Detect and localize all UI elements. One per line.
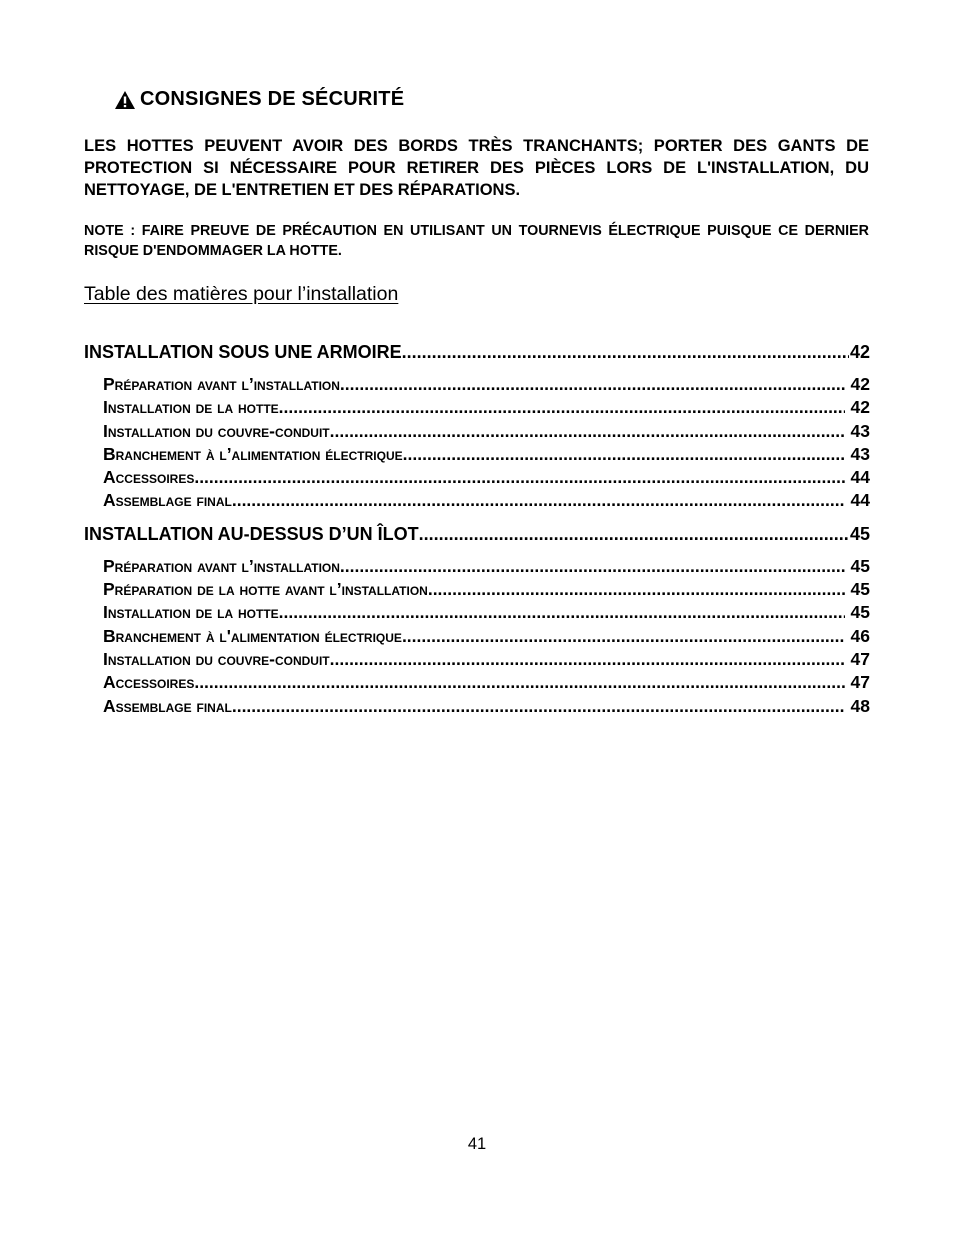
toc-leader-dots xyxy=(232,489,845,512)
toc-item-label: Installation de la hotte xyxy=(103,602,279,623)
toc-item[interactable] xyxy=(84,466,870,489)
warning-triangle-icon xyxy=(114,90,136,110)
toc-title: Table des matières pour l’installation xyxy=(84,283,399,305)
toc-item-label: Installation du couvre-conduit xyxy=(103,648,330,669)
toc-item-label: Préparation avant l’installation xyxy=(103,374,340,394)
toc-section-island[interactable] xyxy=(84,521,870,547)
toc-item-label: Assemblage final xyxy=(103,695,232,716)
toc-leader-dots xyxy=(194,671,844,694)
toc-page-number: 43 xyxy=(850,443,870,464)
toc-item[interactable] xyxy=(84,601,870,624)
toc-leader-dots xyxy=(428,578,845,601)
toc-page-number: 47 xyxy=(850,672,870,693)
toc-leader-dots xyxy=(232,695,845,718)
toc-item-label: Préparation de la hotte avant l’installation xyxy=(103,579,428,600)
toc-item-label: Préparation avant l’installation xyxy=(103,555,340,576)
toc-item[interactable] xyxy=(84,648,870,671)
toc-page-number: 44 xyxy=(850,490,870,511)
page-number: 41 xyxy=(467,1135,487,1153)
toc-spacer xyxy=(84,513,870,521)
toc-page-number: 45 xyxy=(850,579,870,600)
toc-item-label: Branchement à l'alimentation électrique xyxy=(103,625,402,646)
toc-item[interactable] xyxy=(84,373,870,396)
toc-leader-dots xyxy=(330,420,845,443)
toc-item[interactable] xyxy=(84,671,870,694)
toc-item[interactable] xyxy=(84,443,870,466)
toc-page-number: 47 xyxy=(850,648,870,669)
toc-section-under-cabinet[interactable] xyxy=(84,339,870,365)
toc-item[interactable] xyxy=(84,695,870,718)
table-of-contents xyxy=(84,339,870,718)
toc-page-number: 45 xyxy=(849,523,870,544)
safety-warning-paragraph: LES HOTTES PEUVENT AVOIR DES BORDS TRÈS TRANCHANTS; PORTER DES GANTS DE PROTECTION SI NÉCESSAIRE POUR RETIRER DES PIÈCES LORS DE L'INSTALLATION, DU NETTOYAGE, DE L'ENTRETIEN ET DES RÉPARATIONS. xyxy=(84,137,869,199)
toc-leader-dots xyxy=(330,648,845,671)
toc-page-number: 42 xyxy=(849,342,870,362)
toc-item[interactable] xyxy=(84,625,870,648)
safety-note-paragraph: NOTE : FAIRE PREUVE DE PRÉCAUTION EN UTILISANT UN TOURNEVIS ÉLECTRIQUE PUISQUE CE DERNIER RISQUE D'ENDOMMAGER LA HOTTE. xyxy=(84,223,869,259)
toc-section-label: INSTALLATION SOUS UNE ARMOIRE xyxy=(84,342,402,362)
toc-item[interactable] xyxy=(84,578,870,601)
toc-item-label: Assemblage final xyxy=(103,490,232,511)
toc-leader-dots xyxy=(419,521,849,547)
toc-page-number: 43 xyxy=(850,420,870,441)
toc-leader-dots xyxy=(403,443,845,466)
safety-heading xyxy=(114,88,404,111)
toc-item-label: Accessoires xyxy=(103,672,195,693)
toc-page-number: 45 xyxy=(850,555,870,576)
toc-item-label: Branchement à l’alimentation électrique xyxy=(103,443,403,464)
toc-page-number: 44 xyxy=(850,467,870,488)
toc-section-label: INSTALLATION AU-DESSUS D’UN ÎLOT xyxy=(84,523,419,544)
safety-title: CONSIGNES DE SÉCURITÉ xyxy=(140,88,405,110)
toc-page-number: 48 xyxy=(850,695,870,716)
toc-item[interactable] xyxy=(84,420,870,443)
toc-item[interactable] xyxy=(84,555,870,578)
toc-page-number: 42 xyxy=(850,397,870,418)
toc-item[interactable] xyxy=(84,489,870,512)
toc-item-label: Accessoires xyxy=(103,467,195,488)
toc-page-number: 45 xyxy=(850,602,870,623)
toc-page-number: 46 xyxy=(850,625,870,646)
toc-item[interactable] xyxy=(84,396,870,419)
toc-item-label: Installation de la hotte xyxy=(103,397,279,418)
toc-page-number: 42 xyxy=(850,374,870,394)
toc-leader-dots xyxy=(194,466,844,489)
toc-item-label: Installation du couvre-conduit xyxy=(103,420,330,441)
toc-leader-dots xyxy=(402,339,849,365)
toc-leader-dots xyxy=(279,601,845,624)
toc-leader-dots xyxy=(402,625,845,648)
toc-leader-dots xyxy=(340,373,845,396)
toc-leader-dots xyxy=(340,555,845,578)
toc-leader-dots xyxy=(279,396,845,419)
